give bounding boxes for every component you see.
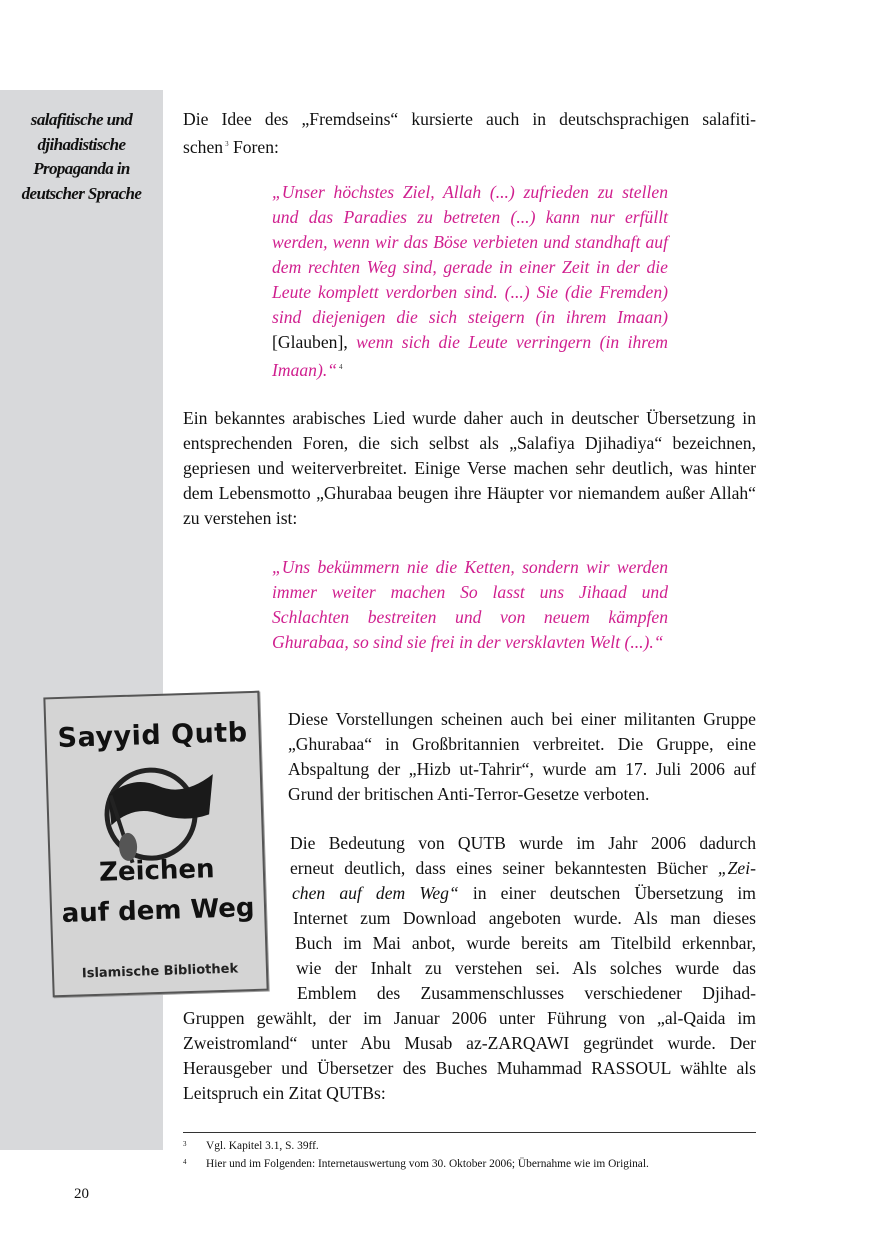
paragraph-song: Ein bekanntes arabisches Lied wurde daher auch in deutscher Übersetzung in entsprechenden Foren, die sich selbst als „Salafiya Djihadiya“ bezeichnen, gepriesen und weiterverbreitet. Einige Verse machen sehr deutlich, was hinter dem Lebensmotto „Ghurabaa beugen ihre Häupter vor niemandem außer Allah“ zu verstehen ist: bbox=[183, 408, 756, 528]
paragraph-ghurabaa-group: Diese Vorstellungen scheinen auch bei einer militanten Gruppe „Ghurabaa“ in Großbritannien verbreitet. Die Gruppe, eine Abspaltung der „Hizb ut-Tahrir“, wurde am 17. Juli 2006 auf Grund der britischen Anti-Terror-Gesetze verboten. bbox=[288, 709, 756, 804]
book-title-italic-a: „Zei- bbox=[717, 858, 756, 878]
paragraph-qutb bbox=[183, 831, 756, 1106]
book-cover-title-line2: auf dem Weg bbox=[61, 892, 255, 929]
book-title-italic-b: chen auf dem Weg“ bbox=[292, 883, 459, 903]
footnote-4-number: 4 bbox=[183, 1158, 187, 1166]
footnote-4-text: Hier und im Folgenden: Internetauswertung vom 30. Oktober 2006; Übernahme wie im Original. bbox=[206, 1158, 649, 1170]
page-number: 20 bbox=[74, 1186, 89, 1202]
paragraph-intro bbox=[183, 107, 756, 160]
book-cover-title-line1: Zeichen bbox=[98, 854, 216, 888]
paragraph-qutb-line4: Internet zum Download angeboten wurde. Als man dieses bbox=[293, 908, 756, 928]
book-cover-author: Sayyid Qutb bbox=[57, 717, 249, 755]
paragraph-intro-line1: Die Idee des „Fremdseins“ kursierte auch in deutschsprachigen salafiti- bbox=[183, 109, 756, 129]
paragraph-qutb-line7: Emblem des Zusammenschlusses verschiedener Djihad- bbox=[297, 983, 756, 1003]
quote-imaan-gloss: [Glauben], bbox=[272, 332, 357, 352]
paragraph-qutb-line6: wie der Inhalt zu verstehen sei. Als solches wurde das bbox=[296, 958, 756, 978]
paragraph-qutb-line1: Die Bedeutung von QUTB wurde im Jahr 2006 dadurch bbox=[290, 833, 756, 853]
footnote-ref-3: 3 bbox=[225, 140, 229, 148]
paragraph-qutb-line5: Buch im Mai anbot, wurde bereits am Titelbild erkennbar, bbox=[295, 933, 756, 953]
footnote-3-number: 3 bbox=[183, 1140, 187, 1148]
footnote-3-text: Vgl. Kapitel 3.1, S. 39ff. bbox=[206, 1140, 319, 1152]
quote-song: „Uns bekümmern nie die Ketten, sondern wir werden immer weiter machen So lasst uns Jihaad und Schlachten bestreiten und von neuem kämpfen Ghurabaa, so sind sie frei in der versklavten Welt (...).“ bbox=[272, 557, 668, 652]
paragraph-qutb-line3-text: in einer deutschen Übersetzung im bbox=[458, 883, 756, 903]
paragraph-qutb-line2 bbox=[290, 856, 756, 881]
footnote-ref-4: 4 bbox=[339, 363, 343, 371]
book-cover-publisher: Islamische Bibliothek bbox=[81, 961, 239, 982]
paragraph-qutb-line2-text: erneut deutlich, dass eines seiner bekanntesten Bücher bbox=[290, 858, 718, 878]
footnote-divider bbox=[183, 1132, 756, 1133]
paragraph-intro-line2-end: Foren: bbox=[228, 137, 279, 157]
quote-imaan bbox=[272, 180, 668, 383]
sidebar-title: salafitische und djihadistische Propaganda in deutscher Sprache bbox=[21, 110, 142, 203]
paragraph-qutb-rest: Gruppen gewählt, der im Januar 2006 unter Führung von „al-Qaida im Zweistromland“ unter Abu Musab az-ZARQAWI gegründet wurde. Der Herausgeber und Übersetzer des Buches Muhammad RASSOUL wählte als Leitspruch ein Zitat QUTBs: bbox=[183, 1008, 756, 1103]
paragraph-intro-line2 bbox=[183, 132, 756, 160]
paragraph-qutb-line3 bbox=[292, 881, 756, 906]
quote-imaan-text-a: „Unser höchstes Ziel, Allah (...) zufrieden zu stellen und das Paradies zu betreten (...) kann nur erfüllt werden, wenn wir das Böse verbieten und standhaft auf dem rechten Weg sind, gerade in einer Zeit in der die Leute komplett verdorben sind. (...) Sie (die Fremden) sind diejenigen die sich steigern (in ihrem Imaan) bbox=[272, 182, 668, 327]
quote-imaan-text-b: wenn sich die Leute verringern (in ihrem Imaan).“ bbox=[272, 332, 668, 380]
paragraph-intro-line2-start: schen bbox=[183, 137, 224, 157]
